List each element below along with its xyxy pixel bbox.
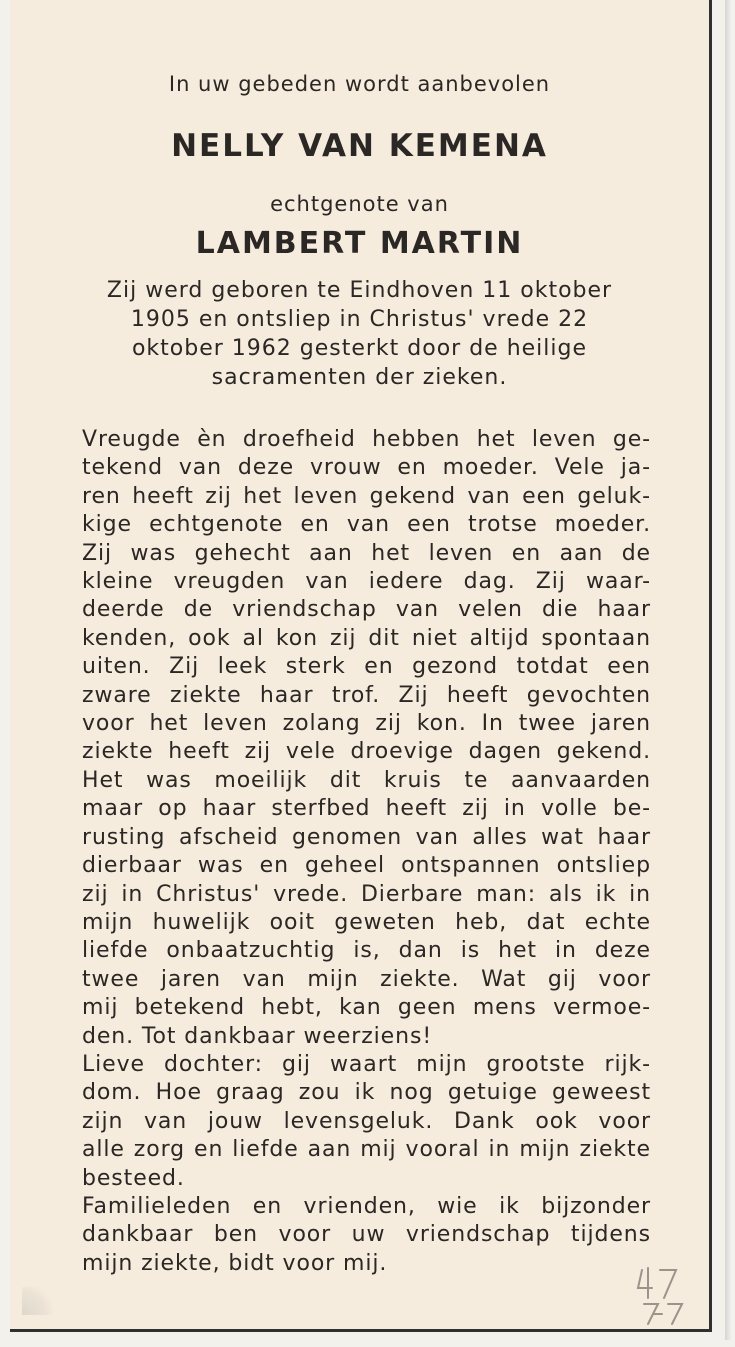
text-line: Zij was gehecht aan het leven en aan de bbox=[82, 540, 651, 566]
memorial-card bbox=[10, 0, 712, 1332]
text-line: maar op haar sterfbed heeft zij in volle be- bbox=[82, 796, 651, 822]
text-line: twee jaren van mijn ziekte. Wat gij voor bbox=[82, 966, 651, 992]
text-line: uiten. Zij leek sterk en gezond totdat een bbox=[82, 654, 651, 680]
text-line: deerde de vriendschap van velen die haar bbox=[82, 597, 651, 623]
text-line: den. Tot dankbaar weerziens! bbox=[82, 1023, 433, 1049]
intro-line: In uw gebeden wordt aanbevolen bbox=[168, 72, 551, 96]
text-line: dierbaar was en geheel ontspannen ontsliep bbox=[82, 853, 651, 879]
text-line: kleine vreugden van iedere dag. Zij waar- bbox=[82, 569, 651, 595]
text-line: voor het leven zolang zij kon. In twee jaren bbox=[82, 711, 651, 737]
text-line: mijn ziekte, bidt voor mij. bbox=[82, 1250, 388, 1276]
text-line: mijn huwelijk ooit geweten heb, dat echte bbox=[82, 909, 651, 935]
text-line: ziekte heeft zij vele droevige dagen gekend. bbox=[82, 739, 651, 765]
handwritten-number bbox=[634, 1264, 686, 1326]
text-line: Het was moeilijk dit kruis te aanvaarden bbox=[82, 767, 651, 793]
birth-line: Zij werd geboren te Eindhoven 11 oktober bbox=[106, 278, 613, 303]
text-line: mij betekend hebt, kan geen mens vermoe- bbox=[82, 995, 651, 1021]
text-line: alle zorg en liefde aan mij vooral in mijn ziekte bbox=[82, 1137, 651, 1163]
text-line: ren heeft zij het leven gekend van een geluk- bbox=[82, 483, 651, 509]
worn-corner bbox=[22, 1287, 56, 1315]
text-line: kige echtgenote en van een trotse moeder. bbox=[82, 512, 651, 538]
text-line: Familieleden en vrienden, wie ik bijzonder bbox=[82, 1193, 651, 1219]
birth-line: 1905 en ontsliep in Christus' vrede 22 bbox=[130, 307, 589, 332]
text-line: Vreugde èn droefheid hebben het leven ge- bbox=[82, 427, 651, 452]
text-line: zware ziekte haar trof. Zij heeft gevochten bbox=[82, 682, 651, 708]
relation-line: echtgenote van bbox=[270, 192, 449, 216]
text-line: Lieve dochter: gij waart mijn grootste rijk- bbox=[82, 1051, 651, 1077]
text-line: rusting afscheid genomen van alles wat haar bbox=[82, 824, 651, 850]
text-line: besteed. bbox=[82, 1165, 185, 1191]
text-line: dom. Hoe graag zou ik nog getuige geweest bbox=[82, 1080, 651, 1106]
memorial-text bbox=[82, 426, 651, 1278]
text-line: zijn van jouw levensgeluk. Dank ook voor bbox=[82, 1108, 651, 1134]
birth-death-paragraph bbox=[10, 276, 709, 392]
card-edge bbox=[725, 0, 733, 1340]
text-line: zij in Christus' vrede. Dierbare man: als ik in bbox=[82, 881, 651, 907]
spouse-name: LAMBERT MARTIN bbox=[195, 226, 524, 261]
text-line: kenden, ook al kon zij dit niet altijd spontaan bbox=[82, 625, 651, 651]
text-line: tekend van deze vrouw en moeder. Vele ja- bbox=[82, 455, 651, 481]
birth-line: sacramenten der zieken. bbox=[211, 365, 508, 390]
text-line: dankbaar ben voor uw vriendschap tijdens bbox=[82, 1222, 651, 1248]
birth-line: oktober 1962 gesterkt door de heilige bbox=[131, 336, 588, 361]
deceased-name: NELLY VAN KEMENA bbox=[171, 128, 548, 164]
text-line: liefde onbaatzuchtig is, dan is het in deze bbox=[82, 938, 651, 964]
